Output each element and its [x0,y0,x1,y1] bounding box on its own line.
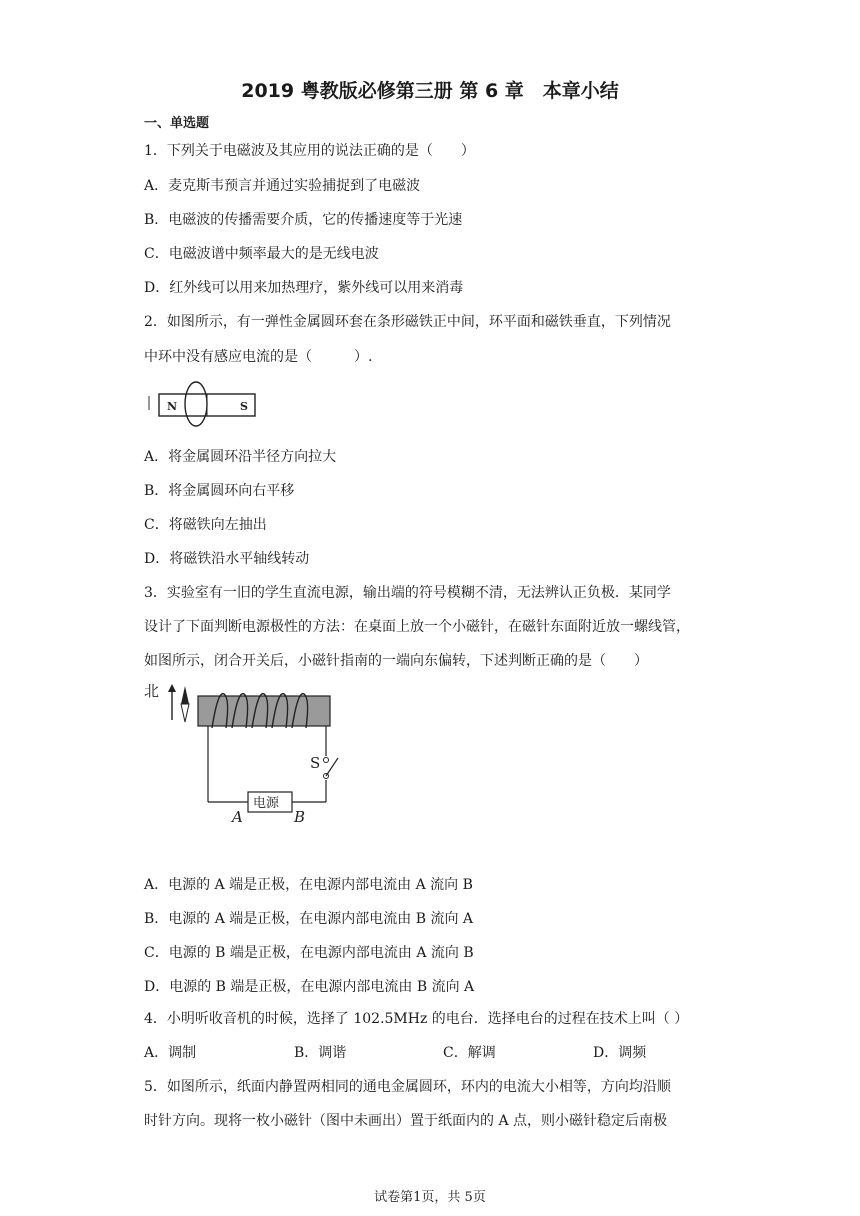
q2-option-a: A．将金属圆环沿半径方向拉大 [144,449,337,465]
magnet-ring-figure [145,380,265,430]
q3-option-d: D．电源的 B 端是正极，在电源内部电流由 B 流向 A [144,979,475,995]
q2-stem-line-2: 中环中没有感应电流的是（ ）. [144,349,373,365]
page-title: 2019 粤教版必修第三册 第 6 章 本章小结 [241,80,619,102]
q4-option-d: D．调频 [593,1045,647,1061]
q2-option-d: D．将磁铁沿水平轴线转动 [144,551,310,567]
north-label: 北 [144,682,160,700]
q4-option-c: C．解调 [443,1045,496,1061]
q3-option-c: C．电源的 B 端是正极，在电源内部电流由 A 流向 B [144,945,474,961]
q4-stem: 4．小明听收音机的时候，选择了 102.5MHz 的电台．选择电台的过程在技术上叫（ ） [144,1011,689,1027]
compass-needle-icon [181,686,189,722]
q3-option-a: A．电源的 A 端是正极，在电源内部电流由 A 流向 B [144,877,473,893]
switch-label: S [310,754,321,772]
q1-option-d: D．红外线可以用来加热理疗，紫外线可以用来消毒 [144,280,464,296]
solenoid-circuit-figure [140,676,350,826]
circuit-wires [208,726,326,802]
q1-option-c: C．电磁波谱中频率最大的是无线电波 [144,246,379,262]
q2-option-b: B．将金属圆环向右平移 [144,483,295,499]
q4-option-b: B．调谐 [294,1045,347,1061]
page-footer: 试卷第1页，共 5页 [374,1190,486,1205]
power-source-label: 电源 [253,796,280,811]
q2-option-c: C．将磁铁向左抽出 [144,517,267,533]
terminal-b-label: B [294,808,306,826]
q3-option-b: B．电源的 A 端是正极，在电源内部电流由 B 流向 A [144,911,474,927]
q3-stem-line-1: 3．实验室有一旧的学生直流电源，输出端的符号模糊不清，无法辨认正负极．某同学 [144,585,671,601]
q5-stem-line-1: 5．如图所示，纸面内静置两相同的通电金属圆环，环内的电流大小相等，方向均沿顺 [144,1079,671,1095]
magnet-label-s: S [240,400,248,413]
q4-option-a: A．调制 [144,1045,197,1061]
terminal-a-label: A [232,808,243,826]
q3-stem-line-3: 如图所示，闭合开关后，小磁针指南的一端向东偏转，下述判断正确的是（ ） [144,653,648,669]
magnet-label-n: N [167,400,178,413]
q3-stem-line-2: 设计了下面判断电源极性的方法：在桌面上放一个小磁针，在磁针东面附近放一螺线管， [144,619,690,635]
q1-stem: 1．下列关于电磁波及其应用的说法正确的是（ ） [144,143,475,159]
q5-stem-line-2: 时针方向。现将一枚小磁针（图中未画出）置于纸面内的 A 点，则小磁针稳定后南极 [144,1113,668,1129]
q1-option-b: B．电磁波的传播需要介质，它的传播速度等于光速 [144,212,463,228]
north-arrow-icon [168,684,176,720]
q2-stem-line-1: 2．如图所示，有一弹性金属圆环套在条形磁铁正中间，环平面和磁铁垂直，下列情况 [144,314,671,330]
switch-icon [324,758,339,779]
q1-option-a: A．麦克斯韦预言并通过实验捕捉到了电磁波 [144,178,421,194]
section-heading: 一、单选题 [144,116,210,131]
